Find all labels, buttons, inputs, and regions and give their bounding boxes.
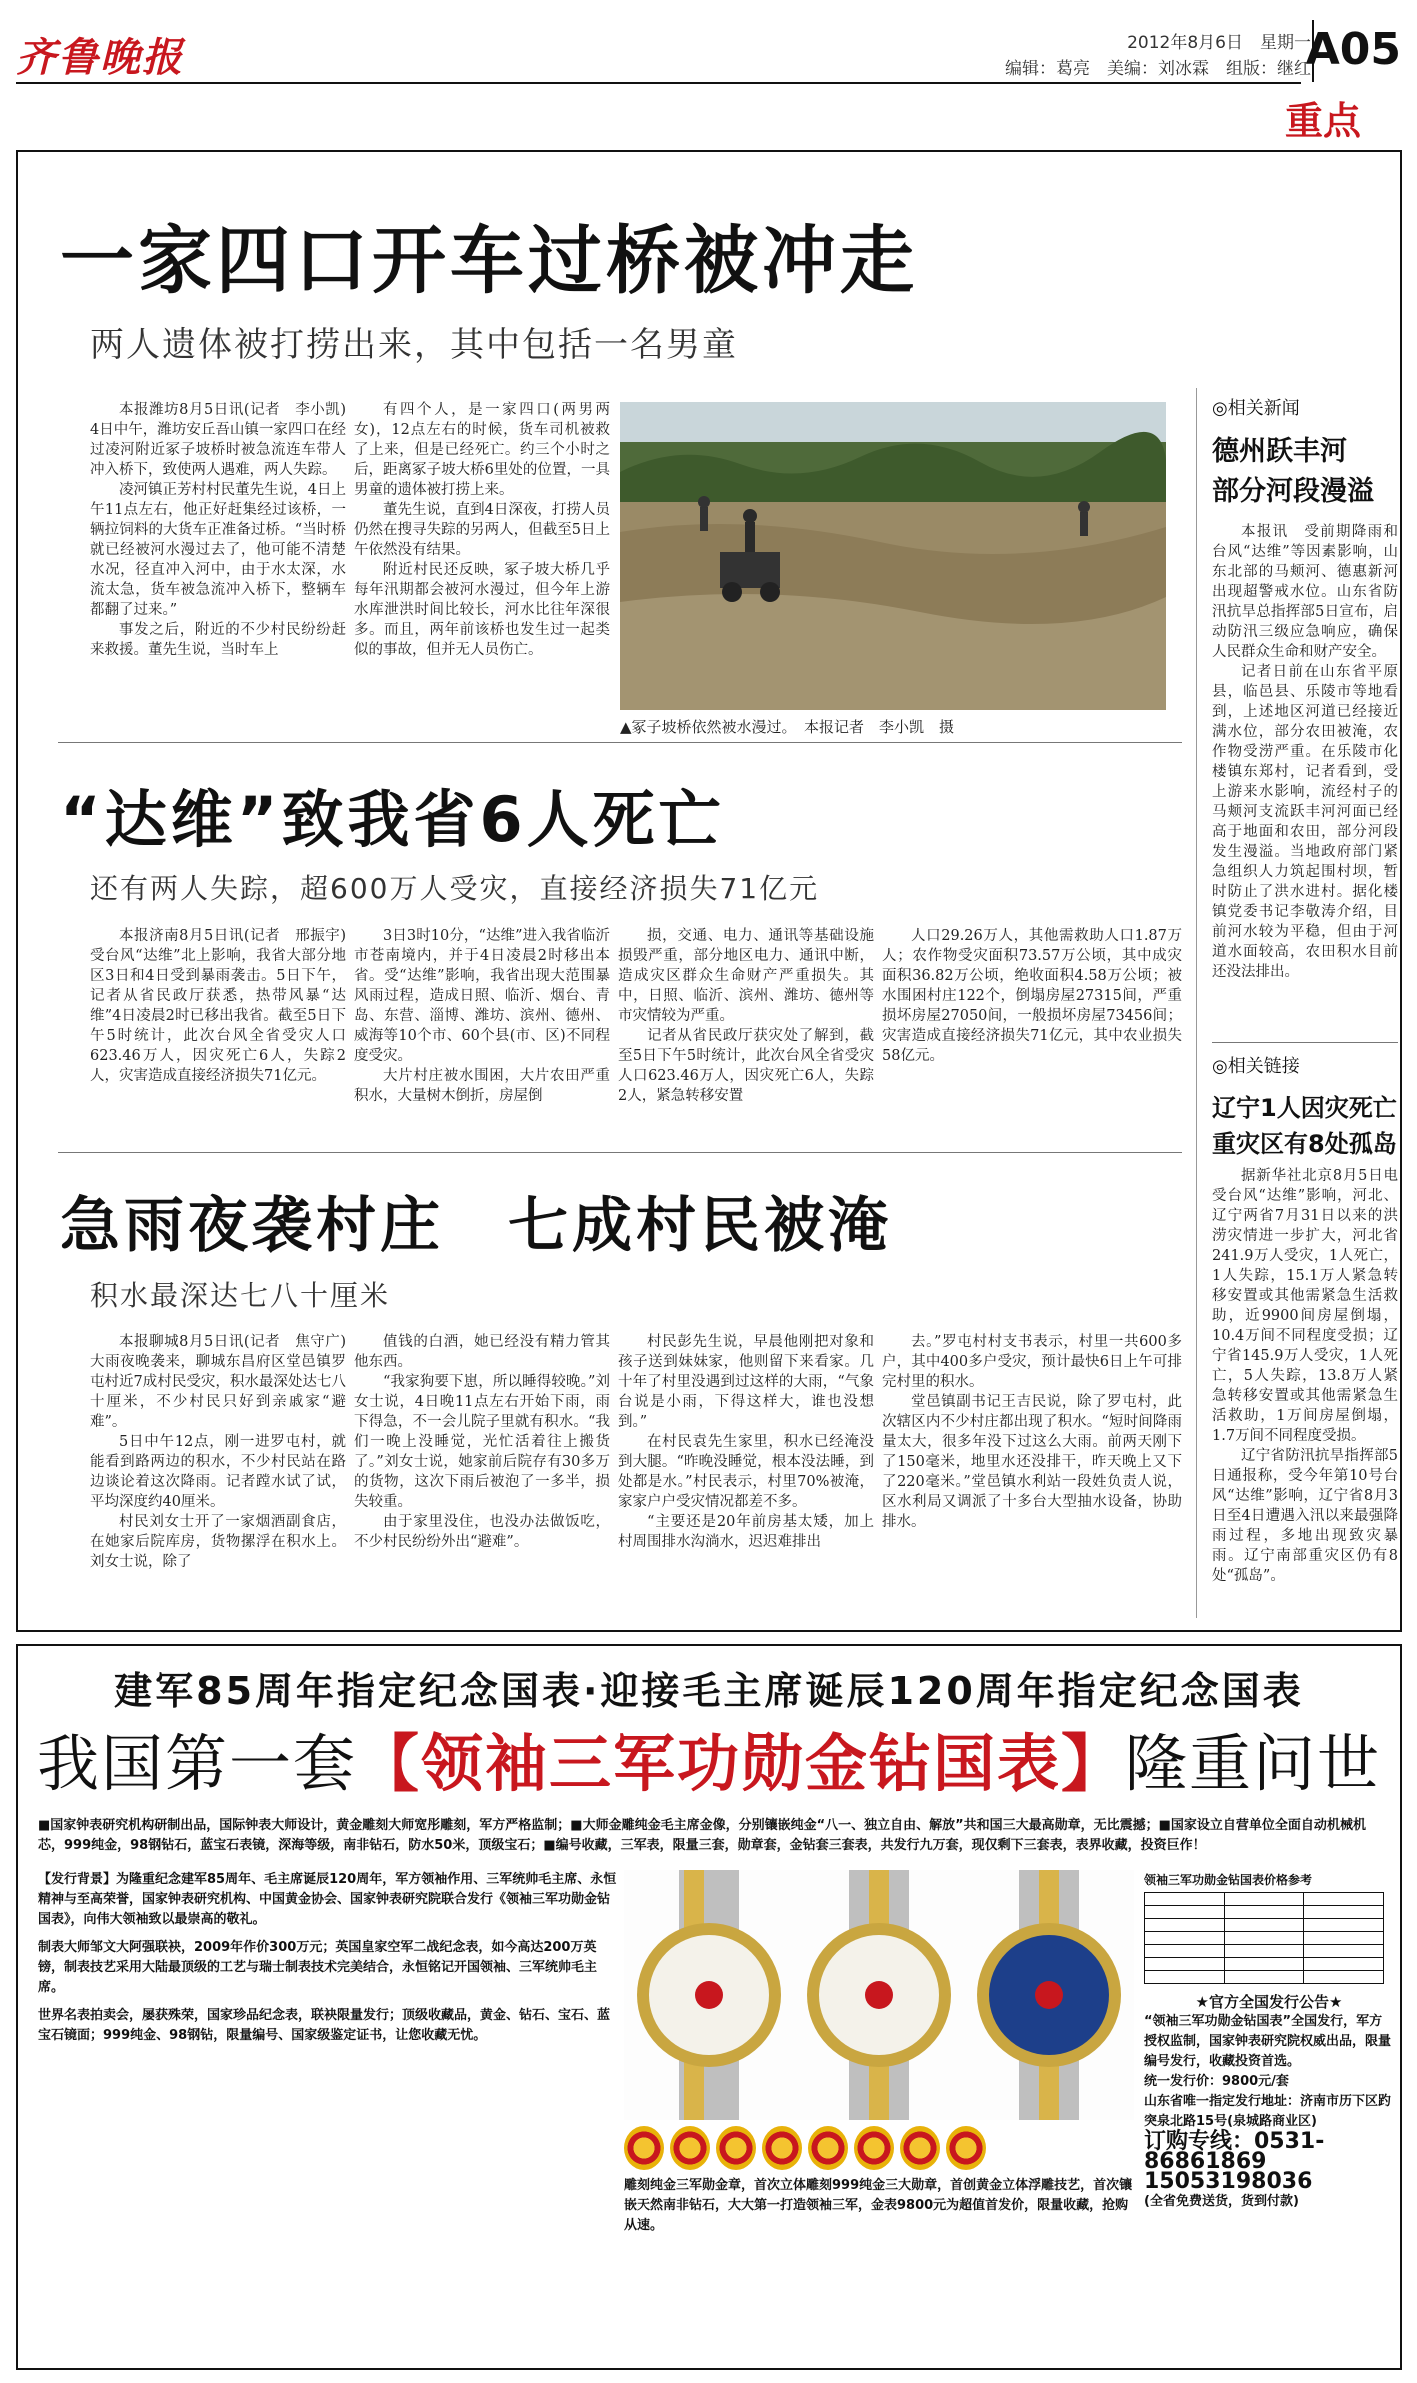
- ad-para: 制表大师邹文大阿强联袂，2009年作价300万元；英国皇家空军二战纪念表，如今高达200万英镑，制表技艺采用大陆最顶级的工艺与瑞士制表技术完美结合，永恒铭记开国领袖、三军统帅毛主席。: [38, 1940, 598, 1995]
- sidebar-tag-related-news: ◎相关新闻: [1212, 398, 1300, 419]
- ad-address: 山东省唯一指定发行地址：济南市历下区趵突泉北路15号(泉城路商业区): [1144, 2094, 1392, 2129]
- article3-column-1: [90, 1332, 361, 1622]
- medal-icon: [762, 2126, 802, 2170]
- medal-icon: [900, 2126, 940, 2170]
- ad-notice-title: ★官方全国发行公告★: [1195, 1993, 1343, 2011]
- section-label: 重点: [1284, 99, 1361, 143]
- article2-para: 记者从省民政厅获灾处了解到，截至5日下午5时统计，此次台风全省受灾人口623.46万人，因灾死亡6人，失踪2人，紧急转移安置: [618, 1028, 874, 1104]
- medal-row: [624, 2126, 1134, 2170]
- article3-headline: 急雨夜袭村庄 七成村民被淹: [60, 1191, 892, 1261]
- watch-advertisement: [16, 1644, 1402, 2370]
- medal-icon: [808, 2126, 848, 2170]
- ad-headline-post: 隆重问世: [1125, 1727, 1382, 1800]
- price-reference-table: [1144, 1892, 1384, 1984]
- article3-column-4: [882, 1332, 1182, 1622]
- medal-icon: [716, 2126, 756, 2170]
- ad-para: “领袖三军功勋金钻国表”全国发行，军方授权监制，国家钟表研究院权威出品，限量编号发行，收藏投资首选。: [1144, 2014, 1392, 2069]
- ad-headline-main: [18, 1714, 1400, 1803]
- editor-credits: 编辑：葛亮 美编：刘冰霖 组版：继红: [1005, 59, 1311, 79]
- article3-subheadline: 积水最深达七八十厘米: [90, 1279, 391, 1312]
- article3-para: 在村民袁先生家里，积水已经淹没到大腿。“昨晚没睡觉，根本没法睡，到处都是水。”村民表示，村里70%被淹，家家户户受灾情况都差不多。: [618, 1434, 874, 1510]
- article3-para: “我家狗要下崽，所以睡得较晚。”刘女士说，4日晚11点左右开始下雨，雨下得急，不一会儿院子里就有积水。“我们一晚上没睡觉，光忙活着往上搬货了。”刘女士说，她家前后院存有30多万的货物，这次下雨后被泡了一多半，损失较重。: [354, 1374, 610, 1510]
- article2-para: 本报济南8月5日讯(记者 邢振宇) 受台风“达维”北上影响，我省大部分地区3日和4日受到暴雨袭击。5日下午，记者从省民政厅获悉，热带风暴“达维”4日凌晨2时已移出我省。截至5日下午5时统计，此次台风全省受灾人口623.46万人，因灾死亡6人，失踪2人，灾害造成直接经济损失71亿元。: [90, 928, 361, 1084]
- article-divider: [58, 1152, 1182, 1153]
- sidebar-title-dezhou: 德州跃丰河 部分河段漫溢: [1212, 436, 1374, 507]
- sidebar-tag-related-links: ◎相关链接: [1212, 1056, 1300, 1077]
- sidebar-text-liaoning: [1212, 1166, 1413, 1622]
- article1-para: 董先生说，直到4日深夜，打捞人员仍然在搜寻失踪的另两人，但截至5日上午依然没有结果。: [354, 502, 610, 558]
- article1-column-1: [90, 400, 361, 830]
- sidebar-para: 据新华社北京8月5日电 受台风“达维”影响，河北、辽宁两省7月31日以来的洪涝灾情进一步扩大，河北省241.9万人受灾，1人死亡，1人失踪，15.1万人紧急转移安置或其他需紧急生活救助，近9900间房屋倒塌，10.4万间不同程度受损；辽宁省145.9万人受灾，1人死亡，5人失踪，13.8万人紧急转移安置或其他需紧急生活救助，1万间房屋倒塌，1.7万间不同程度受损。: [1212, 1168, 1413, 1444]
- ad-mobile: 15053198036: [1144, 2169, 1313, 2194]
- article3-para: 堂邑镇副书记王吉民说，除了罗屯村，此次辖区内不少村庄都出现了积水。“短时间降雨量太大，很多年没下过这么大雨。前两天刚下了150毫米，地里水还没排干，昨天晚上又下了220毫米。”堂邑镇水利站一段姓负责人说，区水利局又调派了十多台大型抽水设备，协助排水。: [882, 1394, 1182, 1530]
- ad-para: 雕刻纯金三军勋金章，首次立体雕刻999纯金三大勋章，首创黄金立体浮雕技艺，首次镶嵌天然南非钻石，大大第一打造领袖三军，金表9800元为超值首发价，限量收藏，抢购从速。: [624, 2178, 1133, 2233]
- price-table-title: 领袖三军功勋金钻国表价格参考: [1144, 1873, 1313, 1887]
- article3-para: 村民彭先生说，早晨他刚把对象和孩子送到妹妹家，他则留下来看家。几十年了村里没遇到过这样的大雨，“气象台说是小雨，下得这样大，谁也没想到。”: [618, 1334, 874, 1430]
- ad-headline-pre: 我国第一套: [36, 1727, 357, 1800]
- sidebar-divider: [1196, 388, 1197, 1618]
- article2-column-3: [618, 926, 874, 1126]
- newspaper-logo: 齐鲁晚报: [16, 34, 184, 81]
- news-frame: [16, 150, 1413, 1632]
- ad-bottom-copy: [624, 2126, 1134, 2236]
- article1-column-2: [354, 400, 610, 830]
- article3-para: 村民刘女士开了一家烟酒副食店，在她家后院库房，货物摞浮在积水上。刘女士说，除了: [90, 1514, 346, 1570]
- ad-para: 【发行背景】为隆重纪念建军85周年、毛主席诞辰120周年，军方领袖作用、三军统帅毛主席、永恒精神与至高荣誉，国家钟表研究机构、中国黄金协会、国家钟表研究院联合发行《领袖三军功勋金钻国表》，向伟大领袖致以最崇高的敬礼。: [38, 1872, 617, 1927]
- article1-para: 有四个人，是一家四口(两男两女)，12点左右的时候，货车司机被救了上来，但是已经死亡。约三个小时之后，距离冢子坡大桥6里处的位置，一具男童的遗体被打捞上来。: [354, 402, 610, 498]
- sidebar-para: 辽宁省防汛抗旱指挥部5日通报称，受今年第10号台风“达维”影响，辽宁省8月3日至4日遭遇入汛以来最强降雨过程，多地出现致灾暴雨。辽宁南部重灾区仍有8处“孤岛”。: [1212, 1448, 1398, 1584]
- watches-illustration: [624, 1870, 1134, 2120]
- article3-para: 本报聊城8月5日讯(记者 焦守广) 大雨夜晚袭来，聊城东昌府区堂邑镇罗屯村近7成村民受灾，积水最深处达七八十厘米，不少村民只好到亲戚家“避难”。: [90, 1334, 361, 1430]
- masthead: [16, 20, 1401, 150]
- medal-icon: [624, 2126, 664, 2170]
- article2-para: 大片村庄被水围困，大片农田严重积水，大量树木倒折，房屋倒: [354, 1068, 610, 1104]
- header-rule: [16, 82, 1301, 84]
- flood-bridge-photo: [620, 402, 1166, 710]
- ad-right-copy: [1144, 1870, 1394, 2212]
- article1-para: 附近村民还反映，冢子坡大桥几乎每年汛期都会被河水漫过，但今年上游水库泄洪时间比较长，河水比往年深很多。而且，两年前该桥也发生过一起类似的事故，但并无人员伤亡。: [354, 562, 610, 658]
- article-divider: [58, 742, 1182, 743]
- article3-para: 由于家里没住，也没办法做饭吃，不少村民纷纷外出“避难”。: [354, 1514, 610, 1550]
- article1-subheadline: 两人遗体被打捞出来，其中包括一名男童: [90, 325, 738, 365]
- article3-para: “主要还是20年前房基太矮，加上村周围排水沟淌水，迟迟难排出: [618, 1514, 874, 1550]
- watch-product-image: [624, 1870, 1134, 2120]
- medal-icon: [946, 2126, 986, 2170]
- ad-phone: 订购专线：0531-86861869: [1144, 2129, 1325, 2174]
- sidebar-section-divider: [1212, 1042, 1398, 1043]
- article1-para: 事发之后，附近的不少村民纷纷赶来救援。董先生说，当时车上: [90, 622, 346, 658]
- article3-para: 5日中午12点，刚一进罗屯村，就能看到路两边的积水，不少村民站在路边谈论着这次降雨。记者蹚水试了试，平均深度约40厘米。: [90, 1434, 346, 1510]
- ad-delivery-note: (全省免费送货，货到付款): [1144, 2194, 1299, 2209]
- article1-para: 凌河镇正芳村村民董先生说，4日上午11点左右，他正好赶集经过该桥，一辆拉饲料的大货车正准备过桥。“当时桥就已经被河水漫过去了，他可能不清楚水况，径直冲入河中，由于水太深，水流太急，货车被急流冲入桥下，整辆车都翻了过来。”: [90, 482, 346, 618]
- article2-column-4: [882, 926, 1182, 1126]
- article2-column-2: [354, 926, 610, 1126]
- medal-icon: [854, 2126, 894, 2170]
- article1-para: 本报潍坊8月5日讯(记者 李小凯) 4日中午，潍坊安丘吾山镇一家四口在经过凌河附近冢子坡桥时被急流连车带人冲入桥下，致使两人遇难，两人失踪。: [90, 402, 361, 478]
- ad-headline-top: 建军85周年指定纪念国表·迎接毛主席诞辰120周年指定纪念国表: [114, 1669, 1304, 1713]
- sidebar-para: 本报讯 受前期降雨和台风“达维”等因素影响，山东北部的马颊河、德惠新河出现超警戒水位。山东省防汛抗旱总指挥部5日宣布，启动防汛三级应急响应，确保人民群众生命和财产安全。: [1212, 524, 1398, 660]
- ad-left-copy: [38, 1870, 618, 2046]
- flood-scene-illustration: [620, 402, 1166, 710]
- article2-column-1: [90, 926, 361, 1126]
- photo-caption: ▲冢子坡桥依然被水漫过。 本报记者 李小凯 摄: [620, 718, 955, 736]
- article3-para: 去。”罗屯村村支书表示，村里一共600多户，其中400多户受灾，预计最快6日上午可排完村里的积水。: [882, 1334, 1182, 1390]
- article3-column-2: [354, 1332, 610, 1622]
- medal-icon: [670, 2126, 710, 2170]
- article2-para: 损，交通、电力、通讯等基础设施损毁严重，部分地区电力、通讯中断，造成灾区群众生命财产严重损失。其中，日照、临沂、滨州、潍坊、德州等市灾情较为严重。: [618, 928, 874, 1024]
- ad-price: 统一发行价：9800元/套: [1144, 2074, 1289, 2089]
- article2-para: 人口29.26万人，其他需救助人口1.87万人；农作物受灾面积73.57万公顷，其中成灾面积36.82万公顷，绝收面积4.58万公顷；被水围困村庄122个，倒塌房屋27315间，严重损坏房屋27050间，一般损坏房屋73456间；灾害造成直接经济损失71亿元，其中农业损失58亿元。: [882, 928, 1182, 1064]
- article2-headline: “达维”致我省6人死亡: [60, 783, 725, 856]
- article3-column-3: [618, 1332, 874, 1622]
- ad-feature-strip: ■国家钟表研究机构研制出品，国际钟表大师设计，黄金雕刻大师宽彤雕刻，军方严格监制；■大师金雕纯金毛主席金像，分别镶嵌纯金“八一、独立自由、解放”共和国三大最高勋章，无比震撼；■国家设立自营单位全面自动机械机芯，999纯金，98钢钻石，蓝宝石表镜，深海等级，南非钻石，防水50米，顶级宝石；■编号收藏，三军表，限量三套，勋章套，金钻套三套表，共发行九万套，现仅剩下三套表，表界收藏，投资巨作！: [38, 1818, 1366, 1853]
- article2-para: 3日3时10分，“达维”进入我省临沂市苍南境内，并于4日凌晨2时移出本省。受“达维”影响，我省出现大范围暴风雨过程，造成日照、临沂、烟台、青岛、东营、淄博、潍坊、滨州、德州、威海等10个市、60个县(市、区)不同程度受灾。: [354, 928, 610, 1064]
- page-number: A05: [1305, 24, 1401, 75]
- article3-para: 值钱的白酒，她已经没有精力管其他东西。: [354, 1334, 610, 1370]
- article2-subheadline: 还有两人失踪，超600万人受灾，直接经济损失71亿元: [90, 872, 820, 905]
- article1-headline: 一家四口开车过桥被冲走: [60, 218, 918, 304]
- sidebar-para: 记者日前在山东省平原县，临邑县、乐陵市等地看到，上述地区河道已经接近满水位，部分农田被淹，农作物受涝严重。在乐陵市化楼镇东郑村，记者看到，受上游来水影响，流经村子的马颊河支流跃丰河河面已经高于地面和农田，部分河段发生漫溢。当地政府部门紧急组织人力筑起围村坝，暂时防止了洪水进村。据化楼镇党委书记李敬涛介绍，目前河水较为平稳，但由于河道水面较高，农田积水目前还没法排出。: [1212, 664, 1398, 980]
- issue-date: 2012年8月6日 星期一: [1127, 33, 1311, 53]
- sidebar-title-liaoning: 辽宁1人因灾死亡 重灾区有8处孤岛: [1212, 1094, 1397, 1158]
- ad-para: 世界名表拍卖会，屡获殊荣，国家珍品纪念表，联袂限量发行；顶级收藏品，黄金、钻石、宝石、蓝宝石镜面；999纯金、98钢钻，限量编号、国家级鉴定证书，让您收藏无忧。: [38, 2008, 611, 2043]
- ad-headline-product: 【领袖三军功勋金钻国表】: [356, 1727, 1125, 1800]
